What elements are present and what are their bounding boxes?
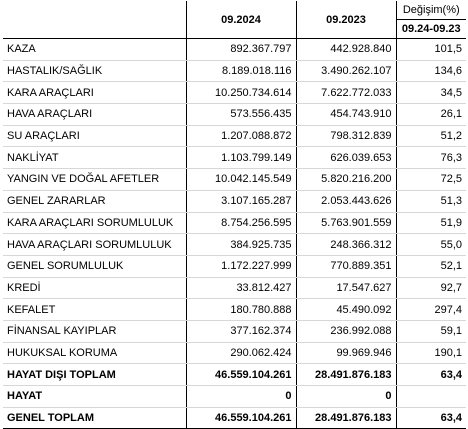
row-label: HAYAT xyxy=(3,386,186,408)
change-percent-cell: 34,5 xyxy=(396,82,466,104)
table-row xyxy=(3,190,466,212)
value-2024-cell: 10.250.734.614 xyxy=(186,82,296,104)
change-percent-cell: 52,1 xyxy=(396,255,466,277)
change-percent-cell: 55,0 xyxy=(396,234,466,256)
row-label: KARA ARAÇLARI xyxy=(3,82,186,104)
value-2023-cell: 28.491.876.183 xyxy=(296,364,396,386)
table-row xyxy=(3,125,466,147)
value-2023-cell: 236.992.088 xyxy=(296,320,396,342)
value-2024-cell: 1.207.088.872 xyxy=(186,125,296,147)
table-row xyxy=(3,60,466,82)
row-label: HAYAT DIŞI TOPLAM xyxy=(3,364,186,386)
change-percent-cell: 51,2 xyxy=(396,125,466,147)
table-header-row xyxy=(3,1,466,39)
table-row xyxy=(3,255,466,277)
value-2023-cell: 454.743.910 xyxy=(296,104,396,126)
change-percent-cell: 297,4 xyxy=(396,299,466,321)
table-row xyxy=(3,234,466,256)
table-body xyxy=(3,39,466,429)
change-percent-cell: 26,1 xyxy=(396,104,466,126)
table-row xyxy=(3,104,466,126)
value-2024-cell: 33.812.427 xyxy=(186,277,296,299)
value-2024-cell: 10.042.145.549 xyxy=(186,169,296,191)
table-row xyxy=(3,299,466,321)
value-2023-cell: 770.889.351 xyxy=(296,255,396,277)
value-2024-cell: 3.107.165.287 xyxy=(186,190,296,212)
table-row xyxy=(3,169,466,191)
value-2023-cell: 17.547.627 xyxy=(296,277,396,299)
change-title: Değişim(%) xyxy=(397,1,467,20)
row-label: HAVA ARAÇLARI SORUMLULUK xyxy=(3,234,186,256)
value-2024-cell: 0 xyxy=(186,386,296,408)
table-row xyxy=(3,39,466,61)
value-2023-cell: 626.039.653 xyxy=(296,147,396,169)
value-2024-cell: 180.780.888 xyxy=(186,299,296,321)
row-label: HUKUKSAL KORUMA xyxy=(3,342,186,364)
value-2024-cell: 290.062.424 xyxy=(186,342,296,364)
value-2024-cell: 1.103.799.149 xyxy=(186,147,296,169)
change-percent-cell: 92,7 xyxy=(396,277,466,299)
table-row xyxy=(3,147,466,169)
value-2024-cell: 46.559.104.261 xyxy=(186,407,296,429)
value-2024-cell: 573.556.435 xyxy=(186,104,296,126)
value-2024-cell: 1.172.227.999 xyxy=(186,255,296,277)
change-percent-cell: 76,3 xyxy=(396,147,466,169)
row-label: NAKLİYAT xyxy=(3,147,186,169)
change-percent-cell: 51,3 xyxy=(396,190,466,212)
change-percent-cell: 63,4 xyxy=(396,364,466,386)
column-header-2024: 09.2024 xyxy=(186,1,296,39)
change-percent-cell xyxy=(396,386,466,408)
value-2024-cell: 8.189.018.116 xyxy=(186,60,296,82)
change-percent-cell: 190,1 xyxy=(396,342,466,364)
row-label: KARA ARAÇLARI SORUMLULUK xyxy=(3,212,186,234)
branch-column-header xyxy=(3,1,186,39)
table-row xyxy=(3,277,466,299)
row-label: GENEL ZARARLAR xyxy=(3,190,186,212)
column-header-2023: 09.2023 xyxy=(296,1,396,39)
row-label: GENEL TOPLAM xyxy=(3,407,186,429)
value-2023-cell: 3.490.262.107 xyxy=(296,60,396,82)
value-2023-cell: 0 xyxy=(296,386,396,408)
value-2024-cell: 892.367.797 xyxy=(186,39,296,61)
row-label: SU ARAÇLARI xyxy=(3,125,186,147)
premium-comparison-table xyxy=(3,1,466,429)
table-row xyxy=(3,212,466,234)
change-percent-cell: 72,5 xyxy=(396,169,466,191)
value-2024-cell: 8.754.256.595 xyxy=(186,212,296,234)
value-2024-cell: 384.925.735 xyxy=(186,234,296,256)
value-2024-cell: 377.162.374 xyxy=(186,320,296,342)
table-row xyxy=(3,364,466,386)
value-2023-cell: 45.490.092 xyxy=(296,299,396,321)
table-row xyxy=(3,342,466,364)
change-period: 09.24-09.23 xyxy=(401,23,461,35)
row-label: GENEL SORUMLULUK xyxy=(3,255,186,277)
table-row xyxy=(3,386,466,408)
change-percent-cell: 63,4 xyxy=(396,407,466,429)
value-2023-cell: 442.928.840 xyxy=(296,39,396,61)
row-label: KREDİ xyxy=(3,277,186,299)
row-label: HASTALIK/SAĞLIK xyxy=(3,60,186,82)
change-percent-cell: 101,5 xyxy=(396,39,466,61)
change-column-header xyxy=(396,1,466,39)
table-row xyxy=(3,320,466,342)
row-label: HAVA ARAÇLARI xyxy=(3,104,186,126)
row-label: YANGIN VE DOĞAL AFETLER xyxy=(3,169,186,191)
change-percent-cell: 59,1 xyxy=(396,320,466,342)
row-label: KEFALET xyxy=(3,299,186,321)
value-2023-cell: 7.622.772.033 xyxy=(296,82,396,104)
value-2023-cell: 5.820.216.200 xyxy=(296,169,396,191)
row-label: KAZA xyxy=(3,39,186,61)
value-2024-cell: 46.559.104.261 xyxy=(186,364,296,386)
table-row xyxy=(3,407,466,429)
row-label: FİNANSAL KAYIPLAR xyxy=(3,320,186,342)
value-2023-cell: 5.763.901.559 xyxy=(296,212,396,234)
value-2023-cell: 99.969.946 xyxy=(296,342,396,364)
value-2023-cell: 28.491.876.183 xyxy=(296,407,396,429)
table-row xyxy=(3,82,466,104)
value-2023-cell: 798.312.839 xyxy=(296,125,396,147)
value-2023-cell: 248.366.312 xyxy=(296,234,396,256)
value-2023-cell: 2.053.443.626 xyxy=(296,190,396,212)
change-percent-cell: 51,9 xyxy=(396,212,466,234)
change-percent-cell: 134,6 xyxy=(396,60,466,82)
